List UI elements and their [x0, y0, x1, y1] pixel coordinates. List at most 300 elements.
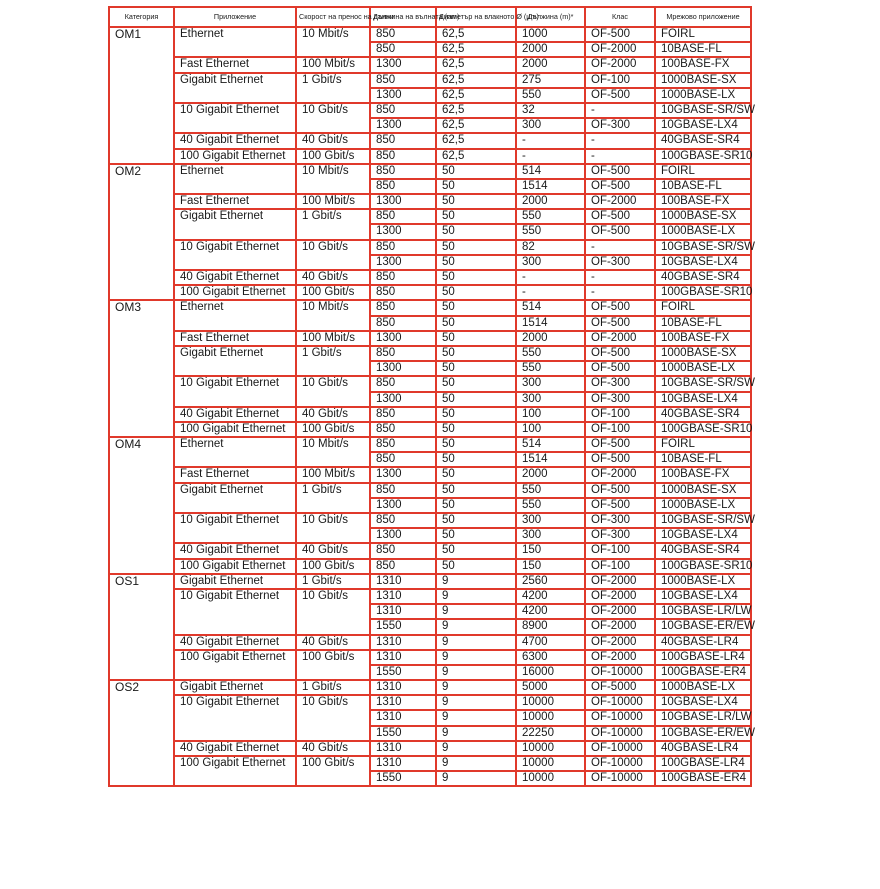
wavelength-cell: 850: [370, 103, 436, 118]
wavelength-cell: 850: [370, 346, 436, 361]
length-cell: 150: [516, 559, 585, 574]
application-cell: Ethernet: [174, 27, 296, 57]
wavelength-cell: 1550: [370, 771, 436, 786]
application-cell: Ethernet: [174, 164, 296, 194]
network-application-cell: 1000BASE-SX: [655, 483, 751, 498]
core-diameter-cell: 62,5: [436, 133, 516, 148]
wavelength-cell: 850: [370, 27, 436, 42]
speed-cell: 10 Gbit/s: [296, 589, 370, 635]
table-row: [109, 27, 751, 42]
speed-cell: 100 Mbit/s: [296, 331, 370, 346]
application-cell: Ethernet: [174, 300, 296, 330]
speed-cell: 10 Mbit/s: [296, 437, 370, 467]
class-cell: OF-10000: [585, 771, 655, 786]
wavelength-cell: 850: [370, 513, 436, 528]
length-cell: 150: [516, 543, 585, 558]
wavelength-cell: 850: [370, 483, 436, 498]
wavelength-cell: 850: [370, 240, 436, 255]
core-diameter-cell: 9: [436, 695, 516, 710]
length-cell: 16000: [516, 665, 585, 680]
category-cell: OS2: [109, 680, 174, 786]
length-cell: 550: [516, 361, 585, 376]
wavelength-cell: 1300: [370, 255, 436, 270]
network-application-cell: 1000BASE-LX: [655, 498, 751, 513]
length-cell: -: [516, 149, 585, 164]
wavelength-cell: 1300: [370, 528, 436, 543]
table-row: [109, 209, 751, 224]
wavelength-cell: 1300: [370, 361, 436, 376]
speed-cell: 10 Gbit/s: [296, 513, 370, 543]
class-cell: OF-500: [585, 300, 655, 315]
application-cell: 100 Gigabit Ethernet: [174, 422, 296, 437]
class-cell: OF-2000: [585, 467, 655, 482]
header-core-diameter: Диаметър на влакното Ø (μm): [436, 7, 516, 27]
speed-cell: 1 Gbit/s: [296, 346, 370, 376]
application-cell: 100 Gigabit Ethernet: [174, 559, 296, 574]
length-cell: 100: [516, 407, 585, 422]
core-diameter-cell: 62,5: [436, 42, 516, 57]
length-cell: 300: [516, 513, 585, 528]
network-application-cell: FOIRL: [655, 437, 751, 452]
network-application-cell: 10GBASE-ER/EW: [655, 726, 751, 741]
network-application-cell: 10GBASE-SR/SW: [655, 513, 751, 528]
wavelength-cell: 850: [370, 543, 436, 558]
application-cell: Gigabit Ethernet: [174, 680, 296, 695]
class-cell: OF-10000: [585, 695, 655, 710]
class-cell: OF-500: [585, 437, 655, 452]
network-application-cell: 10BASE-FL: [655, 452, 751, 467]
speed-cell: 10 Gbit/s: [296, 103, 370, 133]
wavelength-cell: 850: [370, 73, 436, 88]
class-cell: OF-100: [585, 559, 655, 574]
class-cell: OF-500: [585, 164, 655, 179]
speed-cell: 10 Gbit/s: [296, 376, 370, 406]
table-row: [109, 589, 751, 604]
length-cell: 550: [516, 346, 585, 361]
length-cell: 82: [516, 240, 585, 255]
wavelength-cell: 850: [370, 559, 436, 574]
application-cell: 10 Gigabit Ethernet: [174, 103, 296, 133]
network-application-cell: 40GBASE-SR4: [655, 270, 751, 285]
application-cell: 40 Gigabit Ethernet: [174, 635, 296, 650]
speed-cell: 1 Gbit/s: [296, 680, 370, 695]
wavelength-cell: 850: [370, 422, 436, 437]
class-cell: OF-2000: [585, 194, 655, 209]
class-cell: OF-2000: [585, 331, 655, 346]
class-cell: -: [585, 149, 655, 164]
network-application-cell: 100GBASE-ER4: [655, 771, 751, 786]
wavelength-cell: 1310: [370, 695, 436, 710]
class-cell: OF-300: [585, 513, 655, 528]
class-cell: OF-2000: [585, 42, 655, 57]
core-diameter-cell: 50: [436, 498, 516, 513]
speed-cell: 40 Gbit/s: [296, 133, 370, 148]
speed-cell: 10 Mbit/s: [296, 164, 370, 194]
network-application-cell: 10BASE-FL: [655, 42, 751, 57]
length-cell: 10000: [516, 710, 585, 725]
table-row: [109, 346, 751, 361]
network-application-cell: 10GBASE-LX4: [655, 255, 751, 270]
table-row: [109, 103, 751, 118]
class-cell: OF-300: [585, 376, 655, 391]
class-cell: OF-5000: [585, 680, 655, 695]
core-diameter-cell: 62,5: [436, 149, 516, 164]
application-cell: 10 Gigabit Ethernet: [174, 376, 296, 406]
wavelength-cell: 1550: [370, 726, 436, 741]
length-cell: 1514: [516, 452, 585, 467]
core-diameter-cell: 9: [436, 589, 516, 604]
speed-cell: 10 Mbit/s: [296, 300, 370, 330]
class-cell: OF-10000: [585, 710, 655, 725]
header-speed: Скорост на пренос на данни: [296, 7, 370, 27]
network-application-cell: 1000BASE-LX: [655, 361, 751, 376]
table-row: [109, 635, 751, 650]
length-cell: 550: [516, 209, 585, 224]
network-application-cell: FOIRL: [655, 27, 751, 42]
application-cell: 10 Gigabit Ethernet: [174, 513, 296, 543]
network-application-cell: 10GBASE-LX4: [655, 118, 751, 133]
core-diameter-cell: 50: [436, 346, 516, 361]
length-cell: 550: [516, 224, 585, 239]
core-diameter-cell: 50: [436, 528, 516, 543]
length-cell: 10000: [516, 756, 585, 771]
header-class: Клас: [585, 7, 655, 27]
core-diameter-cell: 9: [436, 756, 516, 771]
application-cell: 10 Gigabit Ethernet: [174, 240, 296, 270]
network-application-cell: 1000BASE-LX: [655, 224, 751, 239]
core-diameter-cell: 50: [436, 224, 516, 239]
length-cell: 2000: [516, 467, 585, 482]
network-application-cell: 10GBASE-SR/SW: [655, 376, 751, 391]
table-row: [109, 467, 751, 482]
wavelength-cell: 1310: [370, 741, 436, 756]
core-diameter-cell: 50: [436, 240, 516, 255]
core-diameter-cell: 62,5: [436, 103, 516, 118]
wavelength-cell: 1550: [370, 619, 436, 634]
network-application-cell: FOIRL: [655, 300, 751, 315]
wavelength-cell: 850: [370, 209, 436, 224]
table-row: [109, 695, 751, 710]
class-cell: -: [585, 240, 655, 255]
network-application-cell: 100GBASE-LR4: [655, 756, 751, 771]
network-application-cell: 40GBASE-SR4: [655, 407, 751, 422]
core-diameter-cell: 9: [436, 726, 516, 741]
length-cell: 1514: [516, 316, 585, 331]
header-category: Категория: [109, 7, 174, 27]
speed-cell: 100 Mbit/s: [296, 57, 370, 72]
class-cell: OF-500: [585, 316, 655, 331]
core-diameter-cell: 50: [436, 164, 516, 179]
class-cell: OF-500: [585, 452, 655, 467]
core-diameter-cell: 50: [436, 361, 516, 376]
speed-cell: 10 Mbit/s: [296, 27, 370, 57]
class-cell: OF-500: [585, 483, 655, 498]
application-cell: Gigabit Ethernet: [174, 209, 296, 239]
core-diameter-cell: 50: [436, 300, 516, 315]
table-row: [109, 285, 751, 300]
core-diameter-cell: 50: [436, 255, 516, 270]
class-cell: -: [585, 103, 655, 118]
class-cell: OF-500: [585, 498, 655, 513]
speed-cell: 40 Gbit/s: [296, 543, 370, 558]
speed-cell: 1 Gbit/s: [296, 483, 370, 513]
core-diameter-cell: 9: [436, 680, 516, 695]
network-application-cell: FOIRL: [655, 164, 751, 179]
application-cell: 40 Gigabit Ethernet: [174, 543, 296, 558]
table-row: [109, 149, 751, 164]
class-cell: OF-2000: [585, 635, 655, 650]
application-cell: 100 Gigabit Ethernet: [174, 650, 296, 680]
length-cell: 300: [516, 392, 585, 407]
class-cell: OF-10000: [585, 665, 655, 680]
class-cell: OF-10000: [585, 741, 655, 756]
length-cell: 514: [516, 164, 585, 179]
application-cell: Fast Ethernet: [174, 57, 296, 72]
length-cell: 32: [516, 103, 585, 118]
class-cell: -: [585, 133, 655, 148]
table-row: [109, 741, 751, 756]
speed-cell: 10 Gbit/s: [296, 695, 370, 741]
wavelength-cell: 850: [370, 149, 436, 164]
network-application-cell: 1000BASE-SX: [655, 346, 751, 361]
speed-cell: 100 Gbit/s: [296, 559, 370, 574]
class-cell: OF-500: [585, 209, 655, 224]
application-cell: 100 Gigabit Ethernet: [174, 149, 296, 164]
wavelength-cell: 1310: [370, 589, 436, 604]
length-cell: -: [516, 270, 585, 285]
core-diameter-cell: 50: [436, 285, 516, 300]
network-application-cell: 10GBASE-ER/EW: [655, 619, 751, 634]
wavelength-cell: 1310: [370, 680, 436, 695]
length-cell: 4200: [516, 604, 585, 619]
length-cell: 4200: [516, 589, 585, 604]
header-length: Дължина (m)*: [516, 7, 585, 27]
table-row: [109, 376, 751, 391]
length-cell: 10000: [516, 771, 585, 786]
application-cell: 100 Gigabit Ethernet: [174, 285, 296, 300]
application-cell: 100 Gigabit Ethernet: [174, 756, 296, 786]
class-cell: OF-500: [585, 346, 655, 361]
category-cell: OS1: [109, 574, 174, 680]
wavelength-cell: 1300: [370, 331, 436, 346]
network-application-cell: 10BASE-FL: [655, 179, 751, 194]
length-cell: 22250: [516, 726, 585, 741]
class-cell: OF-2000: [585, 604, 655, 619]
network-application-cell: 10GBASE-LX4: [655, 528, 751, 543]
network-application-cell: 100GBASE-SR10: [655, 149, 751, 164]
network-application-cell: 10GBASE-LR/LW: [655, 604, 751, 619]
network-application-cell: 100BASE-FX: [655, 194, 751, 209]
length-cell: -: [516, 285, 585, 300]
class-cell: OF-100: [585, 422, 655, 437]
class-cell: -: [585, 285, 655, 300]
network-application-cell: 1000BASE-LX: [655, 574, 751, 589]
core-diameter-cell: 9: [436, 665, 516, 680]
core-diameter-cell: 62,5: [436, 118, 516, 133]
length-cell: 2000: [516, 42, 585, 57]
length-cell: 2000: [516, 194, 585, 209]
category-cell: OM4: [109, 437, 174, 574]
core-diameter-cell: 62,5: [436, 27, 516, 42]
speed-cell: 1 Gbit/s: [296, 574, 370, 589]
application-cell: 40 Gigabit Ethernet: [174, 270, 296, 285]
length-cell: 550: [516, 88, 585, 103]
application-cell: Fast Ethernet: [174, 194, 296, 209]
wavelength-cell: 1310: [370, 574, 436, 589]
speed-cell: 100 Mbit/s: [296, 194, 370, 209]
wavelength-cell: 1310: [370, 650, 436, 665]
core-diameter-cell: 50: [436, 270, 516, 285]
length-cell: 2560: [516, 574, 585, 589]
network-application-cell: 40GBASE-LR4: [655, 635, 751, 650]
speed-cell: 40 Gbit/s: [296, 270, 370, 285]
core-diameter-cell: 50: [436, 194, 516, 209]
length-cell: 10000: [516, 741, 585, 756]
application-cell: Gigabit Ethernet: [174, 574, 296, 589]
wavelength-cell: 1310: [370, 710, 436, 725]
length-cell: 2000: [516, 331, 585, 346]
wavelength-cell: 850: [370, 300, 436, 315]
core-diameter-cell: 62,5: [436, 57, 516, 72]
network-application-cell: 100BASE-FX: [655, 57, 751, 72]
wavelength-cell: 850: [370, 452, 436, 467]
wavelength-cell: 850: [370, 133, 436, 148]
length-cell: 300: [516, 528, 585, 543]
network-application-cell: 10GBASE-SR/SW: [655, 240, 751, 255]
network-application-cell: 40GBASE-SR4: [655, 543, 751, 558]
class-cell: OF-10000: [585, 726, 655, 741]
length-cell: 275: [516, 73, 585, 88]
table-row: [109, 270, 751, 285]
wavelength-cell: 1300: [370, 118, 436, 133]
core-diameter-cell: 9: [436, 741, 516, 756]
length-cell: 514: [516, 437, 585, 452]
wavelength-cell: 1300: [370, 57, 436, 72]
core-diameter-cell: 50: [436, 543, 516, 558]
speed-cell: 100 Gbit/s: [296, 149, 370, 164]
core-diameter-cell: 9: [436, 635, 516, 650]
table-row: [109, 73, 751, 88]
class-cell: OF-500: [585, 224, 655, 239]
table-row: [109, 680, 751, 695]
network-application-cell: 1000BASE-SX: [655, 73, 751, 88]
class-cell: OF-100: [585, 543, 655, 558]
class-cell: OF-500: [585, 361, 655, 376]
table-row: [109, 57, 751, 72]
length-cell: 1514: [516, 179, 585, 194]
table-row: [109, 650, 751, 665]
speed-cell: 100 Gbit/s: [296, 756, 370, 786]
class-cell: OF-500: [585, 27, 655, 42]
wavelength-cell: 1310: [370, 604, 436, 619]
header-application: Приложение: [174, 7, 296, 27]
network-application-cell: 40GBASE-LR4: [655, 741, 751, 756]
table-row: [109, 331, 751, 346]
length-cell: 10000: [516, 695, 585, 710]
speed-cell: 100 Gbit/s: [296, 285, 370, 300]
core-diameter-cell: 50: [436, 437, 516, 452]
network-application-cell: 1000BASE-LX: [655, 680, 751, 695]
table-row: [109, 240, 751, 255]
header-wavelength: Дължина на вълната (nm): [370, 7, 436, 27]
core-diameter-cell: 62,5: [436, 88, 516, 103]
network-application-cell: 100BASE-FX: [655, 467, 751, 482]
core-diameter-cell: 50: [436, 422, 516, 437]
length-cell: 550: [516, 498, 585, 513]
wavelength-cell: 1300: [370, 194, 436, 209]
network-application-cell: 100GBASE-SR10: [655, 559, 751, 574]
wavelength-cell: 850: [370, 376, 436, 391]
wavelength-cell: 1310: [370, 756, 436, 771]
header-network-application: Мрежово приложение: [655, 7, 751, 27]
length-cell: 1000: [516, 27, 585, 42]
wavelength-cell: 1300: [370, 498, 436, 513]
wavelength-cell: 850: [370, 316, 436, 331]
class-cell: OF-2000: [585, 619, 655, 634]
class-cell: OF-300: [585, 528, 655, 543]
core-diameter-cell: 50: [436, 179, 516, 194]
core-diameter-cell: 50: [436, 209, 516, 224]
application-cell: Gigabit Ethernet: [174, 73, 296, 103]
header-row: [109, 7, 751, 27]
table-row: [109, 559, 751, 574]
table-row: [109, 422, 751, 437]
length-cell: 550: [516, 483, 585, 498]
class-cell: OF-500: [585, 88, 655, 103]
core-diameter-cell: 9: [436, 650, 516, 665]
core-diameter-cell: 50: [436, 376, 516, 391]
network-application-cell: 100BASE-FX: [655, 331, 751, 346]
class-cell: OF-2000: [585, 574, 655, 589]
length-cell: 100: [516, 422, 585, 437]
class-cell: OF-2000: [585, 589, 655, 604]
wavelength-cell: 1300: [370, 392, 436, 407]
speed-cell: 40 Gbit/s: [296, 407, 370, 422]
length-cell: 4700: [516, 635, 585, 650]
class-cell: OF-500: [585, 179, 655, 194]
class-cell: -: [585, 270, 655, 285]
table-row: [109, 300, 751, 315]
network-application-cell: 1000BASE-LX: [655, 88, 751, 103]
network-application-cell: 10GBASE-LR/LW: [655, 710, 751, 725]
network-application-cell: 10GBASE-LX4: [655, 695, 751, 710]
speed-cell: 40 Gbit/s: [296, 635, 370, 650]
wavelength-cell: 1300: [370, 467, 436, 482]
class-cell: OF-100: [585, 73, 655, 88]
length-cell: 300: [516, 255, 585, 270]
wavelength-cell: 1300: [370, 224, 436, 239]
network-application-cell: 100GBASE-SR10: [655, 422, 751, 437]
class-cell: OF-300: [585, 118, 655, 133]
length-cell: 514: [516, 300, 585, 315]
core-diameter-cell: 50: [436, 513, 516, 528]
wavelength-cell: 850: [370, 164, 436, 179]
core-diameter-cell: 9: [436, 574, 516, 589]
network-application-cell: 40GBASE-SR4: [655, 133, 751, 148]
class-cell: OF-300: [585, 392, 655, 407]
application-cell: Fast Ethernet: [174, 331, 296, 346]
class-cell: OF-2000: [585, 650, 655, 665]
network-application-cell: 100GBASE-LR4: [655, 650, 751, 665]
core-diameter-cell: 62,5: [436, 73, 516, 88]
speed-cell: 40 Gbit/s: [296, 741, 370, 756]
network-application-cell: 100GBASE-SR10: [655, 285, 751, 300]
application-cell: Fast Ethernet: [174, 467, 296, 482]
network-application-cell: 10GBASE-LX4: [655, 392, 751, 407]
application-cell: Gigabit Ethernet: [174, 483, 296, 513]
network-application-cell: 10GBASE-LX4: [655, 589, 751, 604]
core-diameter-cell: 50: [436, 452, 516, 467]
